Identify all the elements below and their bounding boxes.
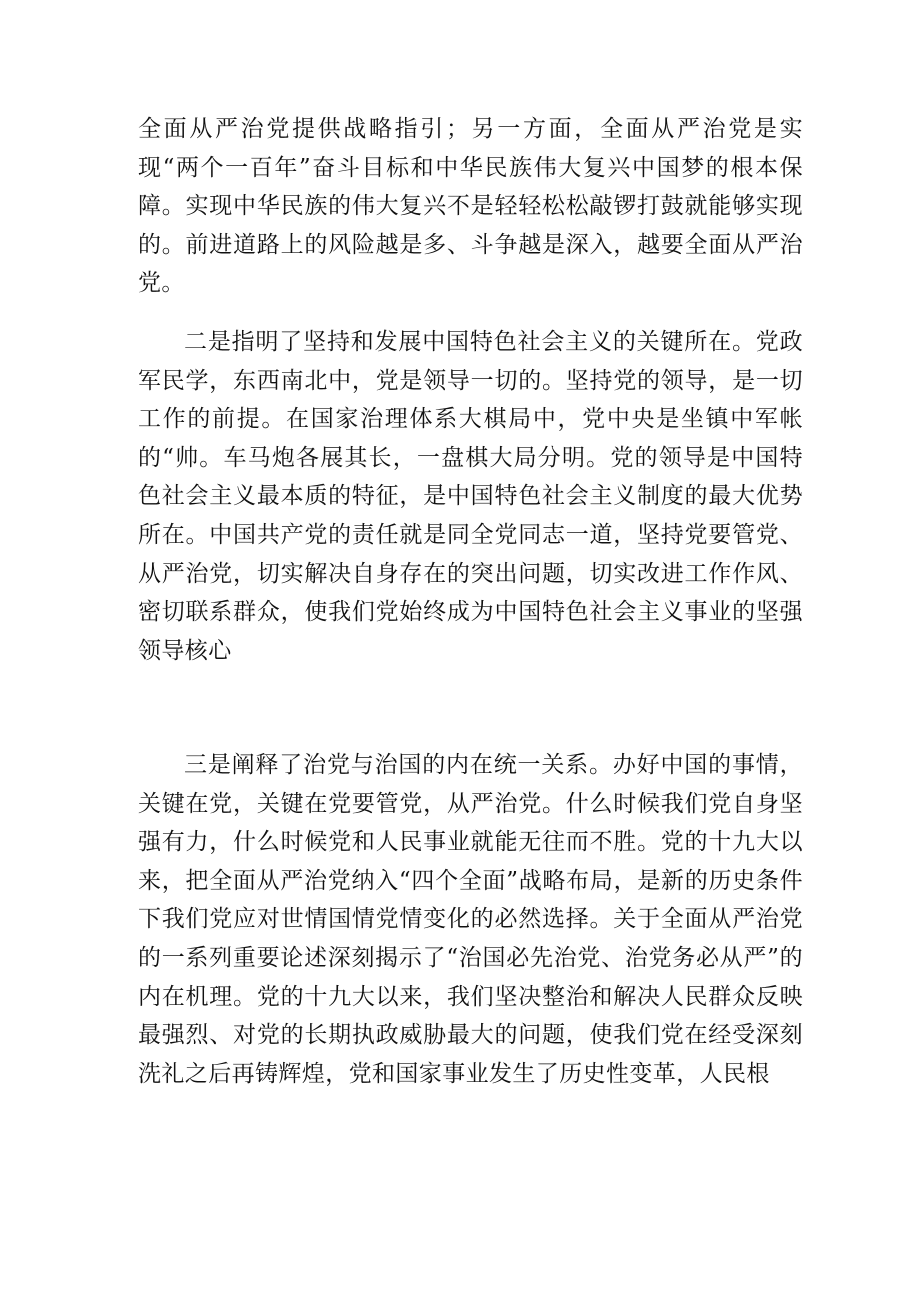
paragraph-continuation: 全面从严治党提供战略指引；另一方面，全面从严治党是实现“两个一百年”奋斗目标和中华民族伟大复兴中国梦的根本保障。实现中华民族的伟大复兴不是轻轻松松敲锣打鼓就能够实现的。前进道路上的风险越是多、斗争越是深入，越要全面从严治党。 [138, 116, 803, 297]
paragraph-point-two: 二是指明了坚持和发展中国特色社会主义的关键所在。党政军民学，东西南北中，党是领导一切的。坚持党的领导，是一切工作的前提。在国家治理体系大棋局中，党中央是坐镇中军帐的“帅。车马炮各展其长，一盘棋大局分明。党的领导是中国特色社会主义最本质的特征，是中国特色社会主义制度的最大优势所在。中国共产党的责任就是同全党同志一道，坚持党要管党、从严治党，切实解决自身存在的突出问题，切实改进工作作风、密切联系群众，使我们党始终成为中国特色社会主义事业的坚强领导核心 [138, 329, 803, 664]
paragraph-point-three: 三是阐释了治党与治国的内在统一关系。办好中国的事情，关键在党，关键在党要管党，从严治党。什么时候我们党自身坚强有力，什么时候党和人民事业就能无往而不胜。党的十九大以来，把全面从严治党纳入“四个全面”战略布局，是新的历史条件下我们党应对世情国情党情变化的必然选择。关于全面从严治党的一系列重要论述深刻揭示了“治国必先治党、治党务必从严”的内在机理。党的十九大以来，我们坚决整治和解决人民群众反映最强烈、对党的长期执政威胁最大的问题，使我们党在经受深刻洗礼之后再铸辉煌，党和国家事业发生了历史性变革，人民根 [138, 752, 803, 1087]
